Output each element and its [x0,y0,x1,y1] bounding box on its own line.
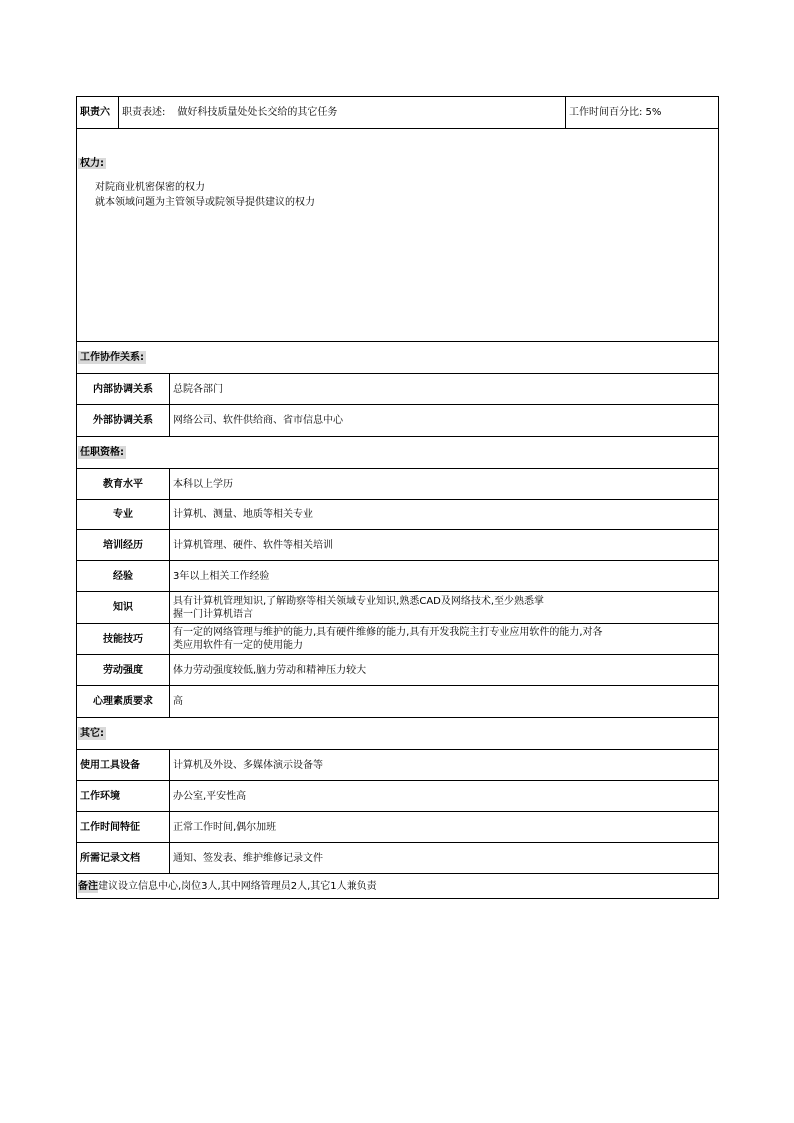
other-row [77,843,718,874]
other-label: 工作环境 [77,781,170,811]
remarks-label: 备注 [78,880,98,892]
other-value: 计算机及外设、多媒体演示设备等 [173,759,323,771]
qualification-row [77,561,718,592]
qualification-value: 3年以上相关工作经验 [173,570,270,582]
qualification-value: 计算机、测量、地质等相关专业 [173,509,313,520]
duty-row [77,97,718,129]
cooperation-title: 工作协作关系: [80,352,144,363]
qualification-row [77,624,718,655]
cooperation-row [77,374,718,405]
duty-number: 职责六 [77,97,119,128]
other-value: 通知、签发表、维护维修记录文件 [173,852,323,864]
other-row [77,781,718,812]
authority-item: 就本领域问题为主管领导或院领导提供建议的权力 [95,197,315,208]
qualification-row [77,592,718,624]
qualification-value: 本科以上学历 [173,478,233,490]
other-label: 所需记录文档 [77,843,170,873]
qualification-value-line: 类应用软件有一定的使用能力 [173,640,303,651]
qualifications-title-row [77,437,718,469]
remarks [77,874,380,898]
qualification-label: 心理素质要求 [77,686,170,717]
qualification-row [77,500,718,530]
qualification-value-line: 握一门计算机语言 [173,608,253,620]
cooperation-title-row [77,342,718,374]
other-row [77,750,718,781]
qualification-label: 培训经历 [77,530,170,560]
other-row [77,812,718,843]
qualification-row [77,686,718,718]
other-value: 办公室,平安性高 [173,790,247,802]
qualification-value: 高 [173,696,183,707]
cooperation-value: 总院各部门 [173,383,223,395]
other-value: 正常工作时间,偶尔加班 [173,821,277,833]
qualification-label: 知识 [77,592,170,623]
other-label: 工作时间特征 [77,812,170,842]
cooperation-row [77,405,718,437]
qualification-row [77,469,718,500]
qualification-label: 经验 [77,561,170,591]
duty-desc-label: 职责表述: [122,107,166,118]
remarks-value: 建议设立信息中心,岗位3人,其中网络管理员2人,其它1人兼负责 [98,880,377,892]
cooperation-label: 内部协调关系 [77,374,170,404]
job-description-table [76,96,719,899]
qualification-value-line: 具有计算机管理知识,了解勘察等相关领域专业知识,熟悉CAD及网络技术,至少熟悉掌 [173,595,545,607]
other-title: 其它: [80,728,104,739]
qualification-label: 技能技巧 [77,624,170,654]
other-label: 使用工具设备 [77,750,170,780]
remarks-row [77,874,718,898]
qualification-value [170,624,718,654]
authority-item: 对院商业机密保密的权力 [95,182,205,193]
other-title-row [77,718,718,750]
qualification-value: 计算机管理、硬件、软件等相关培训 [173,539,333,551]
time-percent: 工作时间百分比: 5% [569,107,662,118]
qualification-value [170,592,718,623]
authority-section [77,129,718,342]
duty-desc-value: 做好科技质量处处长交给的其它任务 [177,107,338,118]
qualification-row [77,655,718,686]
cooperation-label: 外部协调关系 [77,405,170,436]
qualification-value: 体力劳动强度较低,脑力劳动和精神压力较大 [173,664,367,676]
authority-title: 权力: [80,158,104,169]
qualification-value-line: 有一定的网络管理与维护的能力,具有硬件维修的能力,具有开发我院主打专业应用软件的能力,对各 [173,627,603,638]
duty-description [119,97,566,128]
cooperation-value: 网络公司、软件供给商、省市信息中心 [173,415,343,426]
qualifications-title: 任职资格: [80,447,124,458]
qualification-row [77,530,718,561]
qualification-label: 教育水平 [77,469,170,499]
qualification-label: 劳动强度 [77,655,170,685]
qualification-label: 专业 [77,500,170,529]
